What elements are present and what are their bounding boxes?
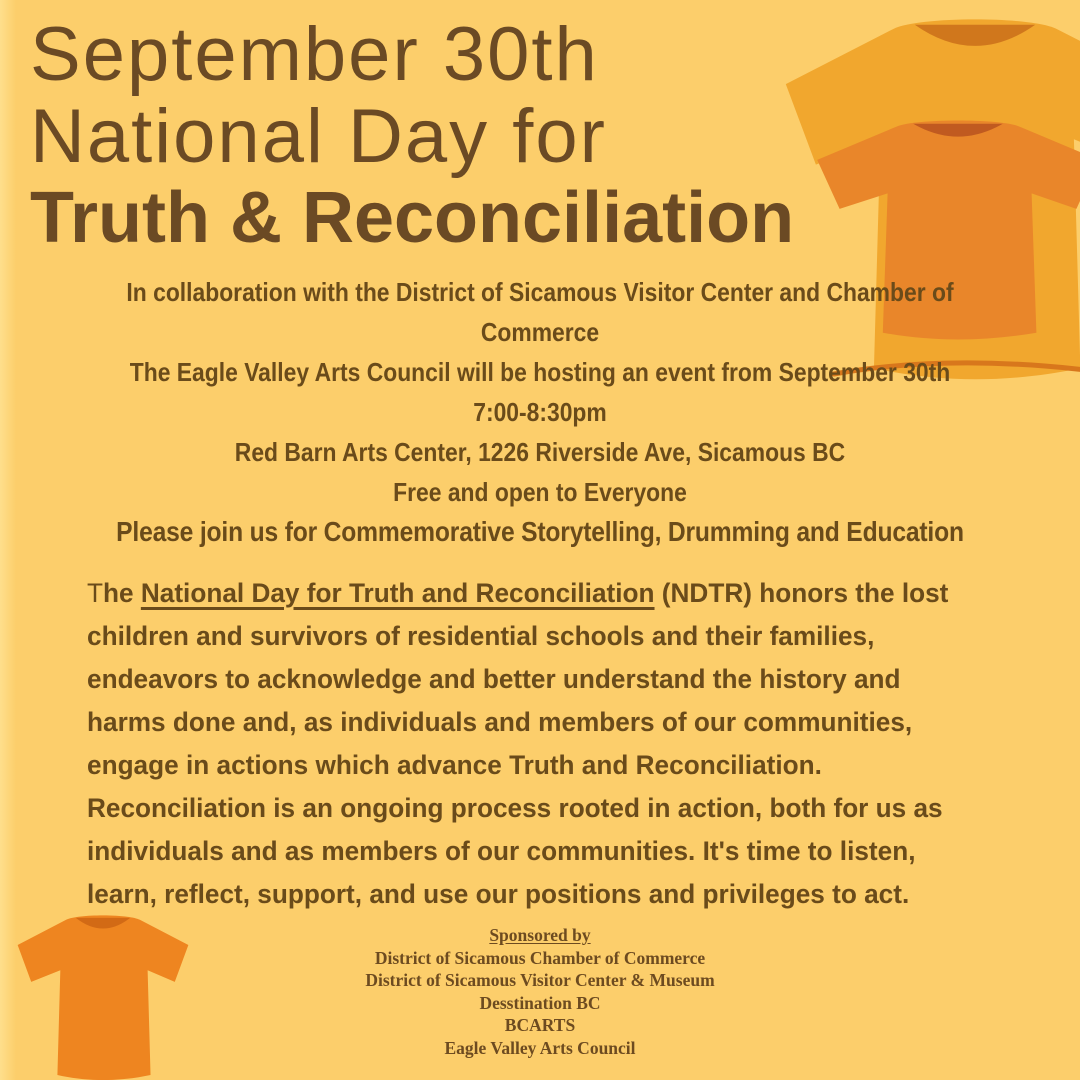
paragraph-line-7: individuals and as members of our communities. It's time to listen,: [87, 836, 916, 866]
sponsor-bcarts: BCARTS: [504, 1015, 576, 1035]
sponsors-heading: Sponsored by: [489, 925, 591, 945]
title-line-truth-reconciliation: Truth & Reconciliation: [30, 178, 795, 258]
sponsor-chamber-of-commerce: District of Sicamous Chamber of Commerce: [374, 947, 706, 968]
event-details: [65, 272, 1015, 552]
paragraph-thin-t: T: [87, 578, 104, 608]
paragraph-line-8: learn, reflect, support, and use our positions and privileges to act.: [87, 879, 910, 909]
ndtr-underlined-phrase: National Day for Truth and Reconciliation: [140, 578, 655, 608]
paragraph-line-6: Reconciliation is an ongoing process rooted in action, both for us as: [87, 793, 943, 823]
paragraph-line-4: harms done and, as individuals and members of our communities,: [87, 707, 913, 737]
detail-line-venue: Red Barn Arts Center, 1226 Riverside Ave, Sicamous BC: [234, 437, 846, 467]
title-line-date: September 30th: [30, 12, 599, 97]
paragraph-line-2: children and survivors of residential schools and their families,: [87, 621, 875, 651]
detail-line-collaboration: In collaboration with the District of Sicamous Visitor Center and Chamber of: [126, 277, 954, 307]
paragraph-line-3: endeavors to acknowledge and better understand the history and: [87, 664, 901, 694]
paragraph-line-5: engage in actions which advance Truth and Reconciliation.: [87, 750, 822, 780]
sponsors-block: [0, 924, 1080, 1059]
detail-line-commerce: Commerce: [480, 317, 600, 347]
paragraph-line-1: [87, 572, 975, 615]
body-paragraph: [87, 572, 975, 916]
sponsor-eagle-valley-arts-council: Eagle Valley Arts Council: [444, 1037, 636, 1058]
detail-line-invitation: Please join us for Commemorative Storytelling, Drumming and Education: [116, 516, 964, 547]
detail-line-free: Free and open to Everyone: [393, 477, 687, 507]
sponsor-destination-bc: Desstination BC: [479, 992, 601, 1013]
poster-title: [30, 14, 794, 258]
paragraph-l1-pre: he: [103, 578, 141, 608]
paragraph-l1-post: (NDTR) honors the lost: [654, 578, 949, 608]
detail-line-host: The Eagle Valley Arts Council will be hosting an event from September 30th: [129, 357, 951, 387]
title-line-national-day: National Day for: [30, 94, 607, 179]
detail-line-time: 7:00-8:30pm: [473, 397, 607, 427]
sponsor-visitor-center-museum: District of Sicamous Visitor Center & Museum: [365, 970, 715, 990]
